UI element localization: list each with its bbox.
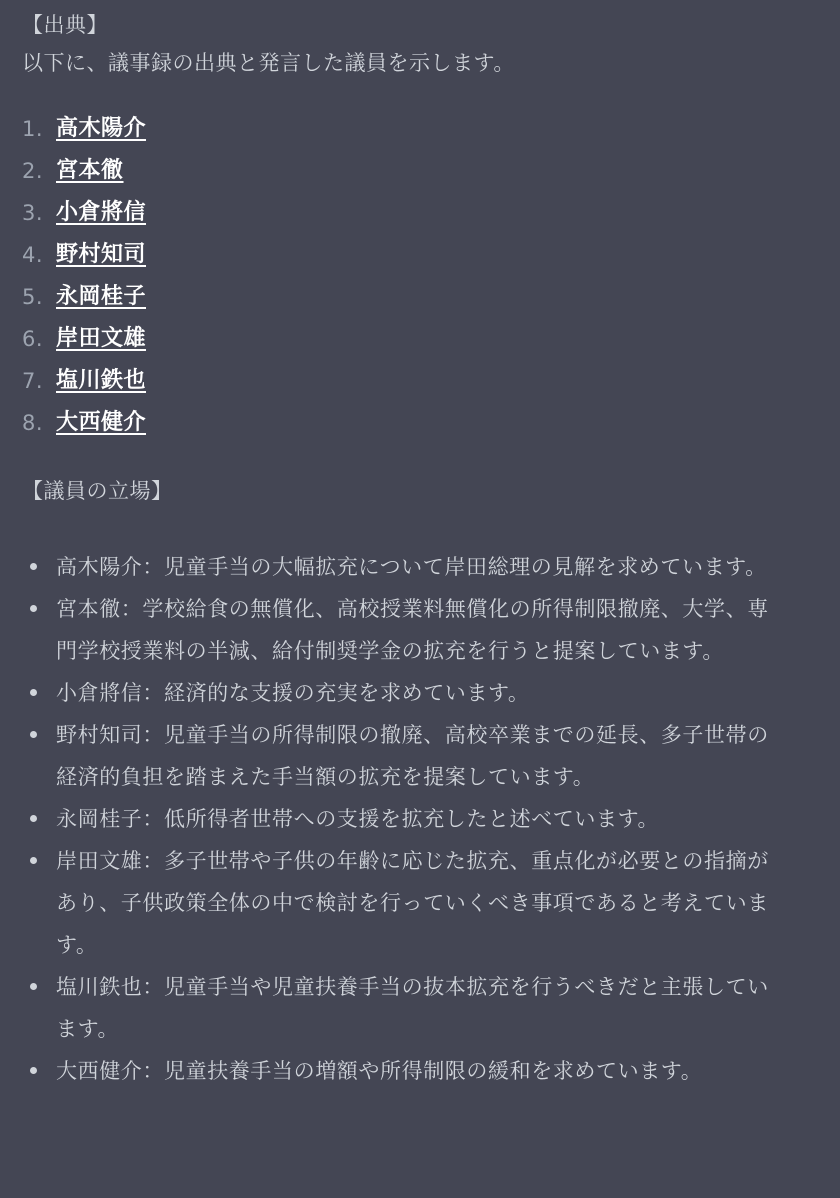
stance-text: 高木陽介：児童手当の大幅拡充について岸田総理の見解を求めています。 bbox=[56, 555, 767, 579]
list-number: 7. bbox=[22, 369, 44, 393]
list-number: 5. bbox=[22, 285, 44, 309]
source-link-6[interactable]: 岸田文雄 bbox=[56, 326, 147, 351]
list-item bbox=[22, 966, 786, 1050]
list-item bbox=[22, 402, 840, 444]
stance-text: 大西健介：児童扶養手当の増額や所得制限の緩和を求めています。 bbox=[56, 1059, 703, 1083]
bullet-icon bbox=[30, 815, 37, 822]
list-number: 4. bbox=[22, 243, 44, 267]
source-link-1[interactable]: 高木陽介 bbox=[56, 116, 147, 141]
bullet-icon bbox=[30, 563, 37, 570]
source-link-8[interactable]: 大西健介 bbox=[56, 410, 147, 435]
stance-text: 塩川鉄也：児童手当や児童扶養手当の抜本拡充を行うべきだと主張しています。 bbox=[56, 975, 769, 1041]
source-link-4[interactable]: 野村知司 bbox=[56, 242, 147, 267]
list-item bbox=[22, 234, 840, 276]
list-item bbox=[22, 546, 786, 588]
list-item bbox=[22, 276, 840, 318]
source-link-5[interactable]: 永岡桂子 bbox=[56, 284, 147, 309]
stance-text: 野村知司：児童手当の所得制限の撤廃、高校卒業までの延長、多子世帯の経済的負担を踏まえた手当額の拡充を提案しています。 bbox=[56, 723, 769, 789]
list-item bbox=[22, 588, 786, 672]
sources-heading: 【出典】 bbox=[22, 13, 108, 37]
list-number: 8. bbox=[22, 411, 44, 435]
bullet-icon bbox=[30, 605, 37, 612]
list-item bbox=[22, 318, 840, 360]
bullet-icon bbox=[30, 983, 37, 990]
list-item bbox=[22, 1050, 786, 1092]
stance-text: 宮本徹：学校給食の無償化、高校授業料無償化の所得制限撤廃、大学、専門学校授業料の半減、給付制奨学金の拡充を行うと提案しています。 bbox=[56, 597, 769, 663]
stance-heading: 【議員の立場】 bbox=[22, 479, 173, 503]
stance-text: 小倉將信：経済的な支援の充実を求めています。 bbox=[56, 681, 530, 705]
stance-text: 岸田文雄：多子世帯や子供の年齢に応じた拡充、重点化が必要との指摘があり、子供政策全体の中で検討を行っていくべき事項であると考えています。 bbox=[56, 849, 769, 957]
list-item bbox=[22, 840, 786, 966]
source-link-7[interactable]: 塩川鉄也 bbox=[56, 368, 147, 393]
list-item bbox=[22, 798, 786, 840]
sources-list bbox=[22, 108, 840, 444]
list-item bbox=[22, 150, 840, 192]
list-item bbox=[22, 192, 840, 234]
list-item bbox=[22, 108, 840, 150]
list-item bbox=[22, 672, 786, 714]
list-number: 1. bbox=[22, 117, 44, 141]
stances-list bbox=[22, 546, 840, 1092]
list-number: 2. bbox=[22, 159, 44, 183]
intro-text: 以下に、議事録の出典と発言した議員を示します。 bbox=[22, 51, 515, 75]
list-number: 3. bbox=[22, 201, 44, 225]
bullet-icon bbox=[30, 1067, 37, 1074]
bullet-icon bbox=[30, 731, 37, 738]
stance-text: 永岡桂子：低所得者世帯への支援を拡充したと述べています。 bbox=[56, 807, 660, 831]
list-item bbox=[22, 714, 786, 798]
bullet-icon bbox=[30, 689, 37, 696]
source-link-2[interactable]: 宮本徹 bbox=[56, 158, 124, 183]
bullet-icon bbox=[30, 857, 37, 864]
list-number: 6. bbox=[22, 327, 44, 351]
list-item bbox=[22, 360, 840, 402]
source-link-3[interactable]: 小倉將信 bbox=[56, 200, 147, 225]
